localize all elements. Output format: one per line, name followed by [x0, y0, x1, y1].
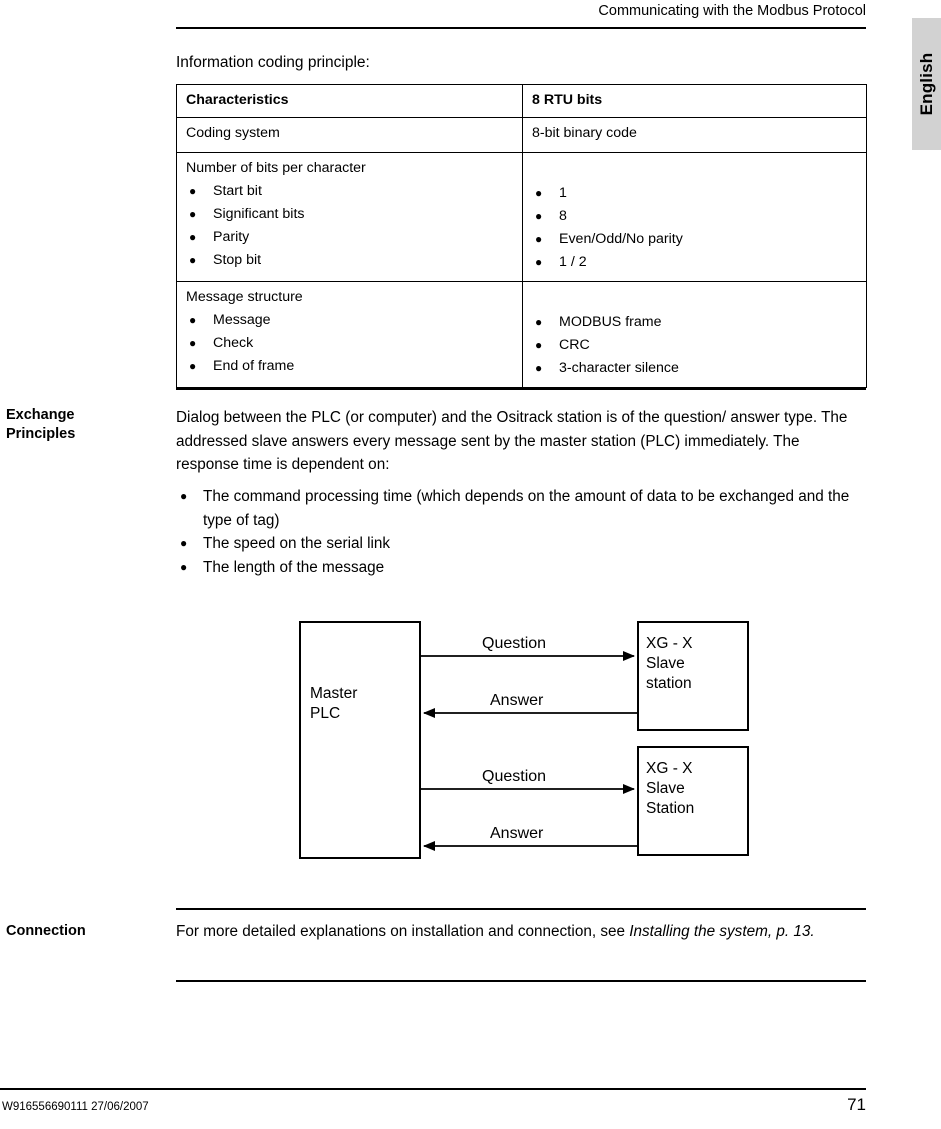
- page-footer: [0, 1094, 866, 1124]
- question-label-2: Question: [482, 768, 547, 785]
- response-time-factors-list: [176, 485, 866, 579]
- slave-station-2-line3: Station: [646, 800, 695, 817]
- list-item-label: Message: [213, 312, 271, 328]
- table-cell-left: [177, 153, 523, 282]
- slave-station-1-line1: XG - X: [646, 635, 693, 652]
- list-item: [532, 182, 857, 205]
- list-item: [532, 228, 857, 251]
- table-cell-right: [523, 153, 867, 282]
- answer-label-1: Answer: [490, 692, 544, 709]
- footer-document-id: W916556690111 27/06/2007: [2, 1101, 149, 1113]
- cell-bullet-list: [186, 309, 513, 378]
- language-tab-label: English: [916, 52, 936, 116]
- bullet-icon: ●: [180, 489, 188, 503]
- bullet-icon: ●: [189, 336, 197, 350]
- table-cell-left: [177, 118, 523, 153]
- list-item: [532, 205, 857, 228]
- list-item-label: The length of the message: [203, 558, 385, 576]
- bullet-icon: ●: [180, 559, 188, 574]
- master-plc-box: [300, 622, 420, 858]
- bullet-icon: ●: [535, 255, 543, 269]
- bullet-icon: ●: [189, 359, 197, 373]
- section-label-exchange-principles: [6, 406, 171, 444]
- header-title: Communicating with the Modbus Protocol: [598, 3, 866, 19]
- list-item-label: Parity: [213, 229, 250, 245]
- table-cell-right: [523, 282, 867, 388]
- list-item: [532, 334, 857, 357]
- section-divider-connection-end: [176, 980, 866, 982]
- list-item: [186, 249, 513, 272]
- connection-paragraph: [176, 920, 866, 944]
- list-item: [186, 180, 513, 203]
- cell-title: Coding system: [186, 125, 280, 141]
- list-item-label: Start bit: [213, 183, 262, 199]
- bullet-icon: ●: [189, 253, 197, 267]
- cell-bullet-list: [186, 180, 513, 272]
- list-item: [186, 309, 513, 332]
- list-item: [532, 251, 857, 274]
- list-item-label: 3-character silence: [559, 360, 679, 376]
- cell-bullet-list: [532, 311, 857, 380]
- list-item-label: Significant bits: [213, 206, 305, 222]
- exchange-principles-paragraph: [176, 406, 866, 477]
- list-item-label: MODBUS frame: [559, 314, 662, 330]
- bullet-icon: ●: [535, 338, 543, 352]
- table-row: [177, 153, 867, 282]
- list-item-label: The command processing time (which depends on the amount of data to be exchanged and the type of tag): [203, 488, 850, 529]
- answer-label-2: Answer: [490, 825, 544, 842]
- slave-station-2-line2: Slave: [646, 780, 685, 797]
- bullet-icon: ●: [535, 209, 543, 223]
- cell-title: Number of bits per character: [186, 160, 366, 176]
- coding-characteristics-table: [176, 84, 867, 388]
- section-label-text: Connection: [6, 923, 86, 939]
- bullet-icon: ●: [189, 313, 197, 327]
- cell-title: 8-bit binary code: [532, 125, 637, 141]
- cell-bullet-list: [532, 182, 857, 274]
- bullet-icon: ●: [535, 232, 543, 246]
- language-tab-english: [912, 18, 941, 150]
- list-item-label: The speed on the serial link: [203, 535, 391, 552]
- bullet-icon: ●: [535, 186, 543, 200]
- table-cell-right: [523, 118, 867, 153]
- intro-text: Information coding principle:: [176, 54, 370, 71]
- section-label-line2: Principles: [6, 426, 76, 442]
- slave-station-2-line1: XG - X: [646, 760, 693, 777]
- bullet-icon: ●: [535, 315, 543, 329]
- slave-station-1-line3: station: [646, 675, 692, 692]
- list-item-label: 1 / 2: [559, 254, 587, 270]
- list-item-label: Even/Odd/No parity: [559, 231, 683, 247]
- list-item: [176, 532, 866, 556]
- section-divider-connection: [176, 908, 866, 910]
- table-header-rtu-bits: 8 RTU bits: [523, 85, 867, 118]
- cell-spacer: [532, 288, 857, 311]
- table-row: [177, 282, 867, 388]
- table-header-row: [177, 85, 867, 118]
- list-item-label: 8: [559, 208, 567, 224]
- list-item: [176, 556, 866, 580]
- table-row: [177, 118, 867, 153]
- section-divider-exchange: [176, 388, 866, 390]
- connection-text: For more detailed explanations on installation and connection, see: [176, 923, 630, 940]
- paragraph-text: Dialog between the PLC (or computer) and the Ositrack station is of the question/ answer type. The addressed slave answers every message sent by the master station (PLC) immediately. The response time is dependent on:: [176, 409, 848, 473]
- header-divider: [176, 27, 866, 29]
- master-plc-line2: PLC: [310, 705, 341, 722]
- exchange-principles-bullets: [176, 485, 866, 579]
- list-item-label: CRC: [559, 337, 590, 353]
- cross-reference-link[interactable]: Installing the system, p. 13.: [629, 923, 815, 940]
- master-slave-exchange-diagram: [296, 615, 756, 867]
- master-plc-line1: Master: [310, 685, 358, 702]
- section-label-connection: [6, 922, 171, 941]
- list-item-label: Stop bit: [213, 252, 262, 268]
- slave-station-1-line2: Slave: [646, 655, 685, 672]
- list-item-label: End of frame: [213, 358, 295, 374]
- list-item: [186, 332, 513, 355]
- list-item: [176, 485, 866, 532]
- cell-spacer: [532, 159, 857, 182]
- bullet-icon: ●: [535, 361, 543, 375]
- footer-page-number: 71: [847, 1095, 866, 1114]
- list-item-label: 1: [559, 185, 567, 201]
- section-label-line1: Exchange: [6, 407, 75, 423]
- footer-divider: [0, 1088, 866, 1090]
- question-label-1: Question: [482, 635, 547, 652]
- bullet-icon: ●: [189, 230, 197, 244]
- page-header: [176, 0, 866, 30]
- table-cell-left: [177, 282, 523, 388]
- table-header-characteristics: Characteristics: [177, 85, 523, 118]
- list-item: [186, 203, 513, 226]
- bullet-icon: ●: [189, 207, 197, 221]
- list-item: [186, 226, 513, 249]
- list-item: [186, 355, 513, 378]
- list-item: [532, 357, 857, 380]
- bullet-icon: ●: [180, 536, 188, 550]
- paragraph-text: [176, 920, 866, 944]
- list-item: [532, 311, 857, 334]
- cell-title: Message structure: [186, 289, 303, 305]
- bullet-icon: ●: [189, 184, 197, 198]
- list-item-label: Check: [213, 335, 254, 351]
